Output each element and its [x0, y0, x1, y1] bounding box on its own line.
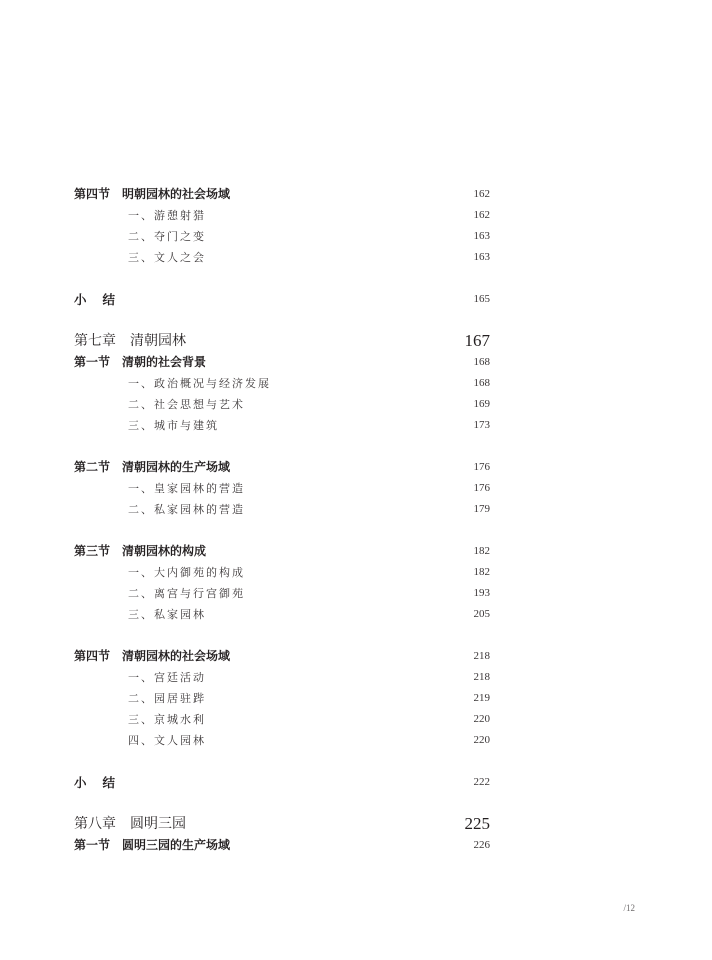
subsection-title: 一、皇家园林的营造 — [128, 482, 245, 495]
page-number: 176 — [473, 461, 490, 473]
folio-page-number: /12 — [623, 903, 635, 913]
subsection-title: 三、京城水利 — [128, 713, 206, 726]
subsection-title: 二、离宫与行宫御苑 — [128, 587, 245, 600]
toc-entry-subsection[interactable] — [0, 373, 712, 394]
page-number: 167 — [464, 331, 490, 350]
page-number: 165 — [473, 293, 490, 305]
page-number: 176 — [473, 482, 490, 494]
page-number: 162 — [473, 188, 490, 200]
summary-title: 小结 — [74, 292, 132, 307]
toc-entry-section[interactable] — [0, 352, 712, 373]
subsection-title: 一、大内御苑的构成 — [128, 566, 245, 579]
subsection-title: 二、园居驻跸 — [128, 692, 206, 705]
toc-entry-section[interactable] — [0, 835, 712, 856]
page-number: 168 — [473, 356, 490, 368]
subsection-title: 一、游憩射猎 — [128, 209, 206, 222]
toc-entry-chapter[interactable] — [0, 331, 712, 352]
section-number: 第一节 — [74, 838, 111, 852]
section-title: 明朝园林的社会场域 — [122, 187, 231, 201]
section-number: 第四节 — [74, 187, 111, 201]
subsection-title: 三、文人之会 — [128, 251, 206, 264]
subsection-title: 二、社会思想与艺术 — [128, 398, 245, 411]
toc-entry-subsection[interactable] — [0, 688, 712, 709]
subsection-title: 三、城市与建筑 — [128, 419, 219, 432]
toc-entry-subsection[interactable] — [0, 478, 712, 499]
section-title: 清朝园林的生产场域 — [122, 460, 231, 474]
page-number: 205 — [473, 608, 490, 620]
page-number: 162 — [473, 209, 490, 221]
toc-entry-summary[interactable] — [0, 289, 712, 310]
toc-entry-subsection[interactable] — [0, 247, 712, 268]
toc-entry-section[interactable] — [0, 457, 712, 478]
page-number: 163 — [473, 251, 490, 263]
toc-entry-subsection[interactable] — [0, 226, 712, 247]
toc-entry-subsection[interactable] — [0, 415, 712, 436]
toc-entry-subsection[interactable] — [0, 709, 712, 730]
page-number: 182 — [473, 566, 490, 578]
subsection-title: 二、夺门之变 — [128, 230, 206, 243]
toc-entry-subsection[interactable] — [0, 205, 712, 226]
toc-entry-subsection[interactable] — [0, 604, 712, 625]
chapter-number: 第七章 — [74, 333, 116, 349]
subsection-title: 四、文人园林 — [128, 734, 206, 747]
page-number: 163 — [473, 230, 490, 242]
section-title: 清朝园林的构成 — [122, 544, 207, 558]
toc-entry-subsection[interactable] — [0, 394, 712, 415]
page-number: 169 — [473, 398, 490, 410]
chapter-title: 圆明三园 — [130, 816, 186, 832]
page-number: 219 — [473, 692, 490, 704]
toc-entry-subsection[interactable] — [0, 499, 712, 520]
section-number: 第三节 — [74, 544, 111, 558]
section-title: 清朝的社会背景 — [122, 355, 207, 369]
page-number: 182 — [473, 545, 490, 557]
subsection-title: 一、政治概况与经济发展 — [128, 377, 271, 390]
toc-entry-section[interactable] — [0, 646, 712, 667]
page-number: 222 — [473, 776, 490, 788]
toc-entry-subsection[interactable] — [0, 730, 712, 751]
page-number: 225 — [464, 814, 490, 833]
page-number: 179 — [473, 503, 490, 515]
subsection-title: 一、宫廷活动 — [128, 671, 206, 684]
page-number: 218 — [473, 650, 490, 662]
subsection-title: 二、私家园林的营造 — [128, 503, 245, 516]
section-number: 第四节 — [74, 649, 111, 663]
page-number: 168 — [473, 377, 490, 389]
subsection-title: 三、私家园林 — [128, 608, 206, 621]
section-title: 圆明三园的生产场域 — [122, 838, 231, 852]
page-number: 193 — [473, 587, 490, 599]
page-number: 226 — [473, 839, 490, 851]
page-number: 220 — [473, 734, 490, 746]
toc-entry-subsection[interactable] — [0, 562, 712, 583]
page-number: 220 — [473, 713, 490, 725]
page-number: 173 — [473, 419, 490, 431]
section-number: 第一节 — [74, 355, 111, 369]
toc-entry-subsection[interactable] — [0, 583, 712, 604]
page-number: 218 — [473, 671, 490, 683]
toc-entry-summary[interactable] — [0, 772, 712, 793]
chapter-number: 第八章 — [74, 816, 116, 832]
toc-entry-chapter[interactable] — [0, 814, 712, 835]
toc-entry-subsection[interactable] — [0, 667, 712, 688]
toc-entry-section[interactable] — [0, 184, 712, 205]
section-title: 清朝园林的社会场域 — [122, 649, 231, 663]
summary-title: 小结 — [74, 775, 132, 790]
chapter-title: 清朝园林 — [130, 333, 186, 349]
section-number: 第二节 — [74, 460, 111, 474]
toc-entry-section[interactable] — [0, 541, 712, 562]
